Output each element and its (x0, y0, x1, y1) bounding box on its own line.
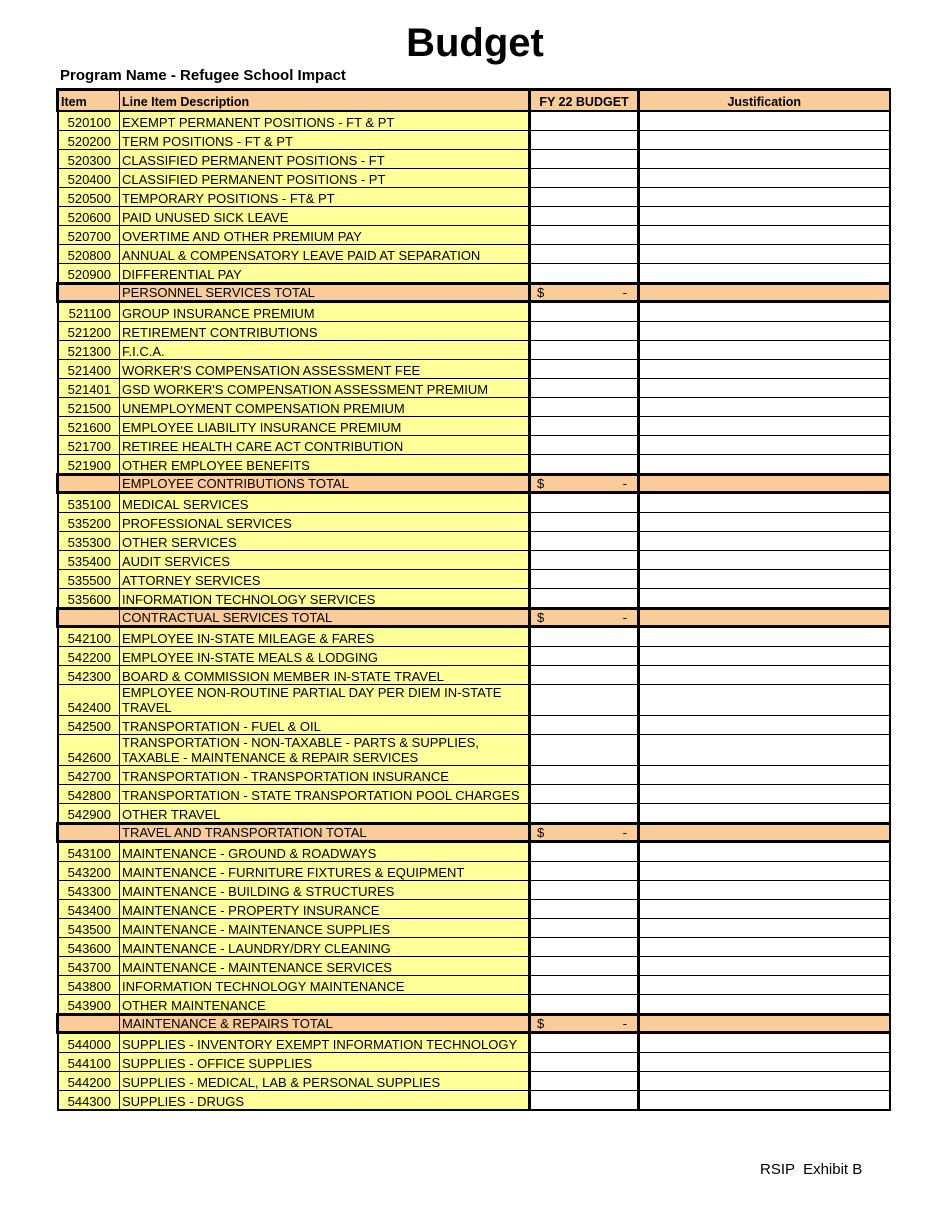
line-item-row (58, 493, 890, 513)
justification-cell[interactable] (639, 551, 890, 570)
line-item-code: 521300 (58, 341, 120, 360)
justification-cell[interactable] (639, 735, 890, 766)
budget-amount-cell[interactable] (530, 398, 639, 417)
line-item-row (58, 207, 890, 226)
budget-amount-cell[interactable] (530, 417, 639, 436)
column-header-budget: FY 22 BUDGET (530, 90, 639, 112)
budget-amount-cell[interactable] (530, 735, 639, 766)
line-item-description: INFORMATION TECHNOLOGY SERVICES (120, 589, 530, 609)
page-title: Budget (406, 21, 544, 65)
line-item-code: 520400 (58, 169, 120, 188)
budget-amount-cell[interactable] (530, 493, 639, 513)
line-item-description: SUPPLIES - MEDICAL, LAB & PERSONAL SUPPLIES (120, 1072, 530, 1091)
line-item-code: 542800 (58, 785, 120, 804)
justification-cell[interactable] (639, 995, 890, 1015)
section-total-amount (530, 475, 639, 493)
line-item-row (58, 735, 890, 766)
section-total-amount (530, 824, 639, 842)
justification-cell[interactable] (639, 302, 890, 322)
justification-cell[interactable] (639, 360, 890, 379)
line-item-description: TRANSPORTATION - TRANSPORTATION INSURANCE (120, 766, 530, 785)
budget-amount-cell[interactable] (530, 647, 639, 666)
line-item-description: F.I.C.A. (120, 341, 530, 360)
section-total-label: CONTRACTUAL SERVICES TOTAL (120, 609, 530, 627)
line-item-description: MAINTENANCE - LAUNDRY/DRY CLEANING (120, 938, 530, 957)
line-item-code: 535500 (58, 570, 120, 589)
justification-cell[interactable] (639, 666, 890, 685)
line-item-description: MAINTENANCE - PROPERTY INSURANCE (120, 900, 530, 919)
section-total-label: EMPLOYEE CONTRIBUTIONS TOTAL (120, 475, 530, 493)
budget-amount-cell[interactable] (530, 666, 639, 685)
line-item-code: 520700 (58, 226, 120, 245)
line-item-row (58, 513, 890, 532)
line-item-description: EMPLOYEE IN-STATE MILEAGE & FARES (120, 627, 530, 647)
line-item-row (58, 532, 890, 551)
line-item-row (58, 716, 890, 735)
line-item-code: 544300 (58, 1091, 120, 1111)
budget-amount-cell[interactable] (530, 360, 639, 379)
justification-cell[interactable] (639, 881, 890, 900)
line-item-row (58, 804, 890, 824)
budget-amount-cell[interactable] (530, 570, 639, 589)
justification-cell[interactable] (639, 111, 890, 131)
budget-amount-cell[interactable] (530, 785, 639, 804)
section-total-row (58, 475, 890, 493)
line-item-code: 544100 (58, 1053, 120, 1072)
line-item-row (58, 1053, 890, 1072)
section-total-row (58, 1015, 890, 1033)
line-item-row (58, 785, 890, 804)
line-item-description: TRANSPORTATION - STATE TRANSPORTATION POOL CHARGES (120, 785, 530, 804)
line-item-code: 542700 (58, 766, 120, 785)
budget-amount-cell[interactable] (530, 589, 639, 609)
line-item-description: SUPPLIES - OFFICE SUPPLIES (120, 1053, 530, 1072)
section-total-amount (530, 609, 639, 627)
section-total-label: MAINTENANCE & REPAIRS TOTAL (120, 1015, 530, 1033)
line-item-row (58, 1072, 890, 1091)
line-item-code: 542500 (58, 716, 120, 735)
line-item-code: 544200 (58, 1072, 120, 1091)
line-item-code: 544000 (58, 1033, 120, 1053)
line-item-description: EMPLOYEE NON-ROUTINE PARTIAL DAY PER DIEM IN-STATE TRAVEL (120, 685, 530, 716)
currency-symbol: $ (537, 1016, 545, 1031)
line-item-row (58, 455, 890, 475)
total-value: - (622, 1016, 627, 1031)
line-item-description: MEDICAL SERVICES (120, 493, 530, 513)
budget-amount-cell[interactable] (530, 188, 639, 207)
justification-cell[interactable] (639, 150, 890, 169)
line-item-code: 520600 (58, 207, 120, 226)
justification-cell[interactable] (639, 842, 890, 862)
line-item-code: 521400 (58, 360, 120, 379)
exhibit-label: RSIP Exhibit B (760, 1161, 863, 1178)
currency-symbol: $ (537, 825, 545, 840)
budget-amount-cell[interactable] (530, 302, 639, 322)
justification-cell[interactable] (639, 398, 890, 417)
line-item-description: TERM POSITIONS - FT & PT (120, 131, 530, 150)
line-item-code: 543700 (58, 957, 120, 976)
line-item-description: ATTORNEY SERVICES (120, 570, 530, 589)
budget-amount-cell[interactable] (530, 455, 639, 475)
justification-cell[interactable] (639, 716, 890, 735)
line-item-code: 543500 (58, 919, 120, 938)
line-item-row (58, 245, 890, 264)
justification-cell[interactable] (639, 226, 890, 245)
line-item-code: 542600 (58, 735, 120, 766)
line-item-row (58, 685, 890, 716)
justification-cell[interactable] (639, 264, 890, 284)
total-code-cell (58, 1015, 120, 1033)
budget-amount-cell[interactable] (530, 532, 639, 551)
justification-cell[interactable] (639, 804, 890, 824)
line-item-description: MAINTENANCE - GROUND & ROADWAYS (120, 842, 530, 862)
line-item-code: 542400 (58, 685, 120, 716)
justification-cell[interactable] (639, 493, 890, 513)
line-item-description: TRANSPORTATION - NON-TAXABLE - PARTS & SUPPLIES, TAXABLE - MAINTENANCE & REPAIR SERVICES (120, 735, 530, 766)
justification-cell[interactable] (639, 919, 890, 938)
line-item-code: 521700 (58, 436, 120, 455)
line-item-row (58, 111, 890, 131)
section-total-label: PERSONNEL SERVICES TOTAL (120, 284, 530, 302)
budget-amount-cell[interactable] (530, 919, 639, 938)
line-item-description: SUPPLIES - INVENTORY EXEMPT INFORMATION TECHNOLOGY (120, 1033, 530, 1053)
line-item-row (58, 666, 890, 685)
line-item-row (58, 1033, 890, 1053)
budget-amount-cell[interactable] (530, 1033, 639, 1053)
line-item-row (58, 647, 890, 666)
justification-cell[interactable] (639, 785, 890, 804)
budget-amount-cell[interactable] (530, 226, 639, 245)
justification-cell[interactable] (639, 862, 890, 881)
line-item-row (58, 302, 890, 322)
currency-symbol: $ (537, 476, 545, 491)
line-item-description: RETIREE HEALTH CARE ACT CONTRIBUTION (120, 436, 530, 455)
justification-cell[interactable] (639, 436, 890, 455)
line-item-code: 543100 (58, 842, 120, 862)
line-item-code: 543900 (58, 995, 120, 1015)
justification-cell[interactable] (639, 322, 890, 341)
line-item-code: 542900 (58, 804, 120, 824)
line-item-code: 543800 (58, 976, 120, 995)
budget-amount-cell[interactable] (530, 900, 639, 919)
section-total-amount (530, 1015, 639, 1033)
line-item-row (58, 957, 890, 976)
budget-amount-cell[interactable] (530, 341, 639, 360)
line-item-description: MAINTENANCE - FURNITURE FIXTURES & EQUIPMENT (120, 862, 530, 881)
line-item-row (58, 919, 890, 938)
line-item-row (58, 341, 890, 360)
line-item-code: 543300 (58, 881, 120, 900)
budget-amount-cell[interactable] (530, 150, 639, 169)
section-total-row (58, 609, 890, 627)
column-header-justification: Justification (639, 90, 890, 112)
line-item-row (58, 398, 890, 417)
budget-amount-cell[interactable] (530, 207, 639, 226)
budget-amount-cell[interactable] (530, 436, 639, 455)
budget-amount-cell[interactable] (530, 379, 639, 398)
line-item-description: PAID UNUSED SICK LEAVE (120, 207, 530, 226)
line-item-description: OTHER SERVICES (120, 532, 530, 551)
column-header-item: Item (58, 90, 120, 112)
justification-cell[interactable] (639, 188, 890, 207)
budget-amount-cell[interactable] (530, 976, 639, 995)
line-item-description: WORKER'S COMPENSATION ASSESSMENT FEE (120, 360, 530, 379)
line-item-description: DIFFERENTIAL PAY (120, 264, 530, 284)
budget-amount-cell[interactable] (530, 804, 639, 824)
line-item-description: GROUP INSURANCE PREMIUM (120, 302, 530, 322)
line-item-row (58, 322, 890, 341)
justification-cell[interactable] (639, 589, 890, 609)
justification-cell[interactable] (639, 1053, 890, 1072)
justification-cell[interactable] (639, 957, 890, 976)
line-item-code: 535400 (58, 551, 120, 570)
line-item-code: 520200 (58, 131, 120, 150)
line-item-code: 535100 (58, 493, 120, 513)
budget-amount-cell[interactable] (530, 995, 639, 1015)
line-item-row (58, 570, 890, 589)
line-item-code: 521401 (58, 379, 120, 398)
table-header-row (58, 90, 890, 112)
budget-amount-cell[interactable] (530, 957, 639, 976)
budget-amount-cell[interactable] (530, 685, 639, 716)
line-item-description: CLASSIFIED PERMANENT POSITIONS - FT (120, 150, 530, 169)
line-item-row (58, 360, 890, 379)
section-total-amount (530, 284, 639, 302)
line-item-row (58, 551, 890, 570)
line-item-description: UNEMPLOYMENT COMPENSATION PREMIUM (120, 398, 530, 417)
line-item-description: EMPLOYEE LIABILITY INSURANCE PREMIUM (120, 417, 530, 436)
line-item-row (58, 766, 890, 785)
line-item-code: 521900 (58, 455, 120, 475)
budget-amount-cell[interactable] (530, 169, 639, 188)
line-item-description: EMPLOYEE IN-STATE MEALS & LODGING (120, 647, 530, 666)
line-item-code: 520500 (58, 188, 120, 207)
total-code-cell (58, 284, 120, 302)
line-item-code: 520900 (58, 264, 120, 284)
line-item-code: 543200 (58, 862, 120, 881)
line-item-description: MAINTENANCE - MAINTENANCE SUPPLIES (120, 919, 530, 938)
currency-symbol: $ (537, 610, 545, 625)
total-justification-cell (639, 824, 890, 842)
line-item-description: TRANSPORTATION - FUEL & OIL (120, 716, 530, 735)
total-justification-cell (639, 284, 890, 302)
line-item-description: PROFESSIONAL SERVICES (120, 513, 530, 532)
line-item-description: ANNUAL & COMPENSATORY LEAVE PAID AT SEPARATION (120, 245, 530, 264)
justification-cell[interactable] (639, 647, 890, 666)
budget-amount-cell[interactable] (530, 1091, 639, 1111)
line-item-row (58, 976, 890, 995)
justification-cell[interactable] (639, 417, 890, 436)
line-item-row (58, 264, 890, 284)
budget-amount-cell[interactable] (530, 716, 639, 735)
justification-cell[interactable] (639, 627, 890, 647)
line-item-row (58, 881, 890, 900)
line-item-row (58, 589, 890, 609)
total-code-cell (58, 609, 120, 627)
budget-amount-cell[interactable] (530, 1072, 639, 1091)
line-item-code: 543600 (58, 938, 120, 957)
justification-cell[interactable] (639, 1091, 890, 1111)
total-value: - (622, 825, 627, 840)
budget-amount-cell[interactable] (530, 551, 639, 570)
line-item-code: 535600 (58, 589, 120, 609)
line-item-code: 521200 (58, 322, 120, 341)
line-item-row (58, 900, 890, 919)
justification-cell[interactable] (639, 245, 890, 264)
budget-amount-cell[interactable] (530, 131, 639, 150)
total-value: - (622, 610, 627, 625)
line-item-description: MAINTENANCE - BUILDING & STRUCTURES (120, 881, 530, 900)
justification-cell[interactable] (639, 379, 890, 398)
line-item-row (58, 169, 890, 188)
line-item-code: 520100 (58, 111, 120, 131)
line-item-code: 542100 (58, 627, 120, 647)
justification-cell[interactable] (639, 131, 890, 150)
budget-amount-cell[interactable] (530, 264, 639, 284)
budget-amount-cell[interactable] (530, 111, 639, 131)
line-item-row (58, 131, 890, 150)
budget-amount-cell[interactable] (530, 1053, 639, 1072)
budget-amount-cell[interactable] (530, 842, 639, 862)
justification-cell[interactable] (639, 570, 890, 589)
currency-symbol: $ (537, 285, 545, 300)
budget-amount-cell[interactable] (530, 766, 639, 785)
budget-amount-cell[interactable] (530, 881, 639, 900)
section-total-label: TRAVEL AND TRANSPORTATION TOTAL (120, 824, 530, 842)
line-item-description: RETIREMENT CONTRIBUTIONS (120, 322, 530, 341)
line-item-row (58, 842, 890, 862)
line-item-row (58, 188, 890, 207)
line-item-row (58, 862, 890, 881)
program-name: Program Name - Refugee School Impact (60, 67, 346, 84)
justification-cell[interactable] (639, 976, 890, 995)
line-item-row (58, 379, 890, 398)
total-code-cell (58, 475, 120, 493)
line-item-description: SUPPLIES - DRUGS (120, 1091, 530, 1111)
line-item-description: OTHER EMPLOYEE BENEFITS (120, 455, 530, 475)
line-item-description: EXEMPT PERMANENT POSITIONS - FT & PT (120, 111, 530, 131)
justification-cell[interactable] (639, 532, 890, 551)
line-item-code: 521500 (58, 398, 120, 417)
line-item-code: 535200 (58, 513, 120, 532)
line-item-row (58, 417, 890, 436)
justification-cell[interactable] (639, 766, 890, 785)
line-item-row (58, 627, 890, 647)
line-item-description: BOARD & COMMISSION MEMBER IN-STATE TRAVEL (120, 666, 530, 685)
justification-cell[interactable] (639, 207, 890, 226)
justification-cell[interactable] (639, 455, 890, 475)
total-code-cell (58, 824, 120, 842)
total-value: - (622, 476, 627, 491)
line-item-row (58, 938, 890, 957)
line-item-row (58, 226, 890, 245)
budget-amount-cell[interactable] (530, 322, 639, 341)
justification-cell[interactable] (639, 1033, 890, 1053)
budget-amount-cell[interactable] (530, 627, 639, 647)
line-item-code: 521100 (58, 302, 120, 322)
line-item-description: OTHER MAINTENANCE (120, 995, 530, 1015)
line-item-code: 521600 (58, 417, 120, 436)
total-justification-cell (639, 475, 890, 493)
justification-cell[interactable] (639, 1072, 890, 1091)
budget-table-body (58, 111, 890, 1110)
justification-cell[interactable] (639, 900, 890, 919)
section-total-row (58, 824, 890, 842)
line-item-code: 535300 (58, 532, 120, 551)
line-item-code: 542300 (58, 666, 120, 685)
budget-amount-cell[interactable] (530, 862, 639, 881)
line-item-description: TEMPORARY POSITIONS - FT& PT (120, 188, 530, 207)
line-item-code: 520300 (58, 150, 120, 169)
total-value: - (622, 285, 627, 300)
justification-cell[interactable] (639, 938, 890, 957)
line-item-description: MAINTENANCE - MAINTENANCE SERVICES (120, 957, 530, 976)
line-item-description: INFORMATION TECHNOLOGY MAINTENANCE (120, 976, 530, 995)
line-item-description: GSD WORKER'S COMPENSATION ASSESSMENT PREMIUM (120, 379, 530, 398)
line-item-row (58, 150, 890, 169)
line-item-description: OVERTIME AND OTHER PREMIUM PAY (120, 226, 530, 245)
column-header-description: Line Item Description (120, 90, 530, 112)
line-item-row (58, 1091, 890, 1111)
line-item-description: CLASSIFIED PERMANENT POSITIONS - PT (120, 169, 530, 188)
justification-cell[interactable] (639, 685, 890, 716)
line-item-code: 520800 (58, 245, 120, 264)
justification-cell[interactable] (639, 341, 890, 360)
total-justification-cell (639, 1015, 890, 1033)
section-total-row (58, 284, 890, 302)
line-item-description: OTHER TRAVEL (120, 804, 530, 824)
budget-amount-cell[interactable] (530, 245, 639, 264)
line-item-row (58, 995, 890, 1015)
justification-cell[interactable] (639, 169, 890, 188)
line-item-description: AUDIT SERVICES (120, 551, 530, 570)
line-item-code: 543400 (58, 900, 120, 919)
line-item-row (58, 436, 890, 455)
line-item-code: 542200 (58, 647, 120, 666)
budget-table (56, 88, 891, 1111)
total-justification-cell (639, 609, 890, 627)
budget-amount-cell[interactable] (530, 938, 639, 957)
budget-amount-cell[interactable] (530, 513, 639, 532)
justification-cell[interactable] (639, 513, 890, 532)
